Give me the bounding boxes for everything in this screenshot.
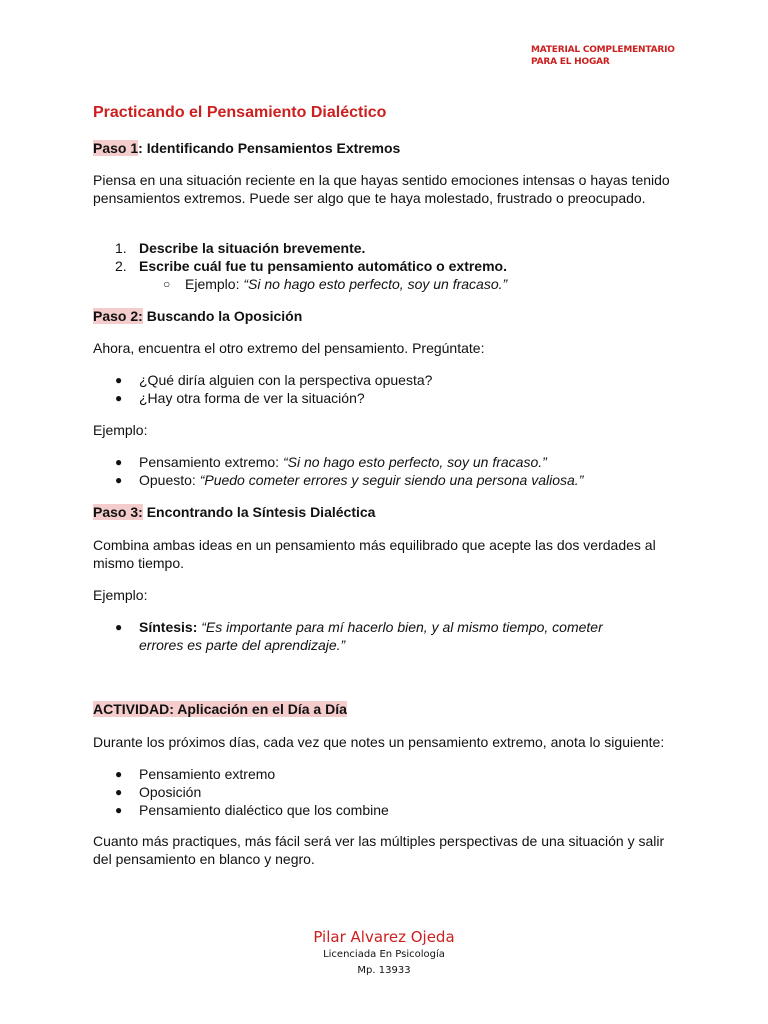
list-item-text: ¿Hay otra forma de ver la situación? xyxy=(139,390,365,406)
bullet-icon: ● xyxy=(115,391,123,405)
bullet-icon: ● xyxy=(115,803,123,817)
list-item xyxy=(93,765,683,783)
list-item-text: Describe la situación brevemente. xyxy=(139,240,366,256)
opposite-quote: “Puedo cometer errores y seguir siendo una persona valiosa.” xyxy=(199,472,584,488)
paso1-intro: Piensa en una situación reciente en la que hayas sentido emociones intensas o hayas tenido pensamientos extremos. Puede ser algo que te haya molestado, frustrado o preocupado. xyxy=(93,172,670,206)
list-item xyxy=(93,239,683,257)
circle-bullet-icon: ○ xyxy=(163,277,171,291)
paso2-examples xyxy=(93,453,683,489)
actividad-heading-text: ACTIVIDAD: Aplicación en el Día a Día xyxy=(93,701,347,717)
bullet-icon: ● xyxy=(115,767,123,781)
paso3-heading xyxy=(93,503,683,521)
opposite-label: Opuesto: xyxy=(139,472,200,488)
extreme-quote: “Si no hago esto perfecto, soy un fracaso.” xyxy=(282,454,547,470)
header-note-line1: MATERIAL COMPLEMENTARIO xyxy=(531,45,675,55)
paso3-label: Paso 3: xyxy=(93,504,143,520)
list-item xyxy=(93,618,683,654)
list-item xyxy=(93,389,683,407)
paso2-label: Paso 2: xyxy=(93,308,143,324)
list-item xyxy=(93,801,683,819)
header-note-line2: PARA EL HOGAR xyxy=(531,57,610,67)
paso1-heading xyxy=(93,139,683,157)
paso1-heading-text: : Identificando Pensamientos Extremos xyxy=(138,140,401,156)
example-label: Ejemplo: xyxy=(185,276,244,292)
list-item xyxy=(93,783,683,801)
synthesis-quote: “Es importante para mí hacerlo bien, y al mismo tiempo, cometer errores es parte del aprendizaje.” xyxy=(139,619,603,653)
paso3-heading-text: Encontrando la Síntesis Dialéctica xyxy=(142,504,376,520)
bullet-icon: ● xyxy=(115,455,123,469)
extreme-label: Pensamiento extremo: xyxy=(139,454,283,470)
paso1-label: Paso 1 xyxy=(93,140,139,156)
list-item-text: Pensamiento extremo xyxy=(139,766,276,782)
footer-name: Pilar Alvarez Ojeda xyxy=(313,928,455,946)
actividad-intro: Durante los próximos días, cada vez que notes un pensamiento extremo, anota lo siguiente: xyxy=(93,734,665,750)
paso2-example-label: Ejemplo: xyxy=(93,422,148,438)
list-number: 1. xyxy=(115,240,127,256)
list-item xyxy=(93,257,683,275)
paso3-intro: Combina ambas ideas en un pensamiento más equilibrado que acepte las dos verdades al mismo tiempo. xyxy=(93,537,656,571)
actividad-list xyxy=(93,765,683,819)
paso3-synthesis xyxy=(93,618,683,654)
paso2-questions xyxy=(93,371,683,407)
list-item xyxy=(93,453,683,471)
list-item xyxy=(93,371,683,389)
paso3-example-label: Ejemplo: xyxy=(93,587,148,603)
bullet-icon: ● xyxy=(115,473,123,487)
page-title: Practicando el Pensamiento Dialéctico xyxy=(93,104,387,121)
list-item-text: Oposición xyxy=(139,784,202,800)
synthesis-label: Síntesis: xyxy=(139,619,198,635)
actividad-closing: Cuanto más practiques, más fácil será ver las múltiples perspectivas de una situación y salir del pensamiento en blanco y negro. xyxy=(93,833,665,867)
list-item-text: Escribe cuál fue tu pensamiento automático o extremo. xyxy=(139,258,507,274)
paso2-intro: Ahora, encuentra el otro extremo del pensamiento. Pregúntate: xyxy=(93,340,485,356)
paso1-list xyxy=(93,239,683,293)
example-quote: “Si no hago esto perfecto, soy un fracaso.” xyxy=(243,276,508,292)
actividad-heading xyxy=(93,700,683,718)
list-subitem xyxy=(93,275,683,293)
header-note xyxy=(531,44,675,68)
bullet-icon: ● xyxy=(115,620,123,634)
list-number: 2. xyxy=(115,258,127,274)
bullet-icon: ● xyxy=(115,373,123,387)
footer-mp: Mp. 13933 xyxy=(357,965,411,976)
list-item-text: Pensamiento dialéctico que los combine xyxy=(139,802,389,818)
bullet-icon: ● xyxy=(115,785,123,799)
list-item-text: ¿Qué diría alguien con la perspectiva opuesta? xyxy=(139,372,433,388)
paso2-heading xyxy=(93,307,683,325)
list-item xyxy=(93,471,683,489)
footer-title: Licenciada En Psicología xyxy=(323,949,445,960)
paso2-heading-text: Buscando la Oposición xyxy=(142,308,303,324)
